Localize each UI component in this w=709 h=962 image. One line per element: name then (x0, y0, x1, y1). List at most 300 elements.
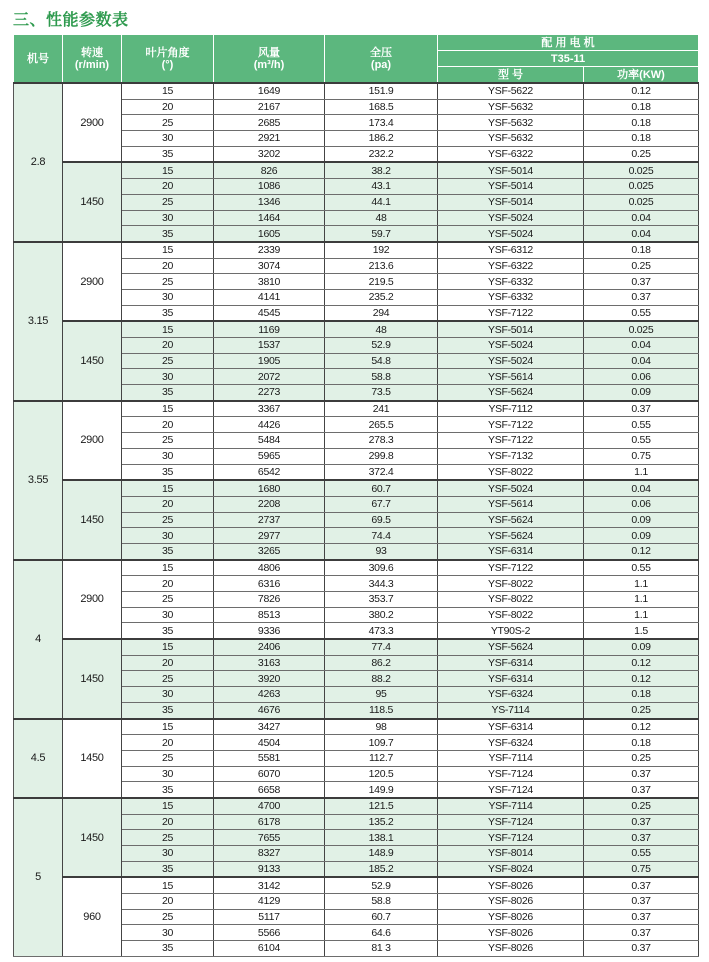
flow-cell: 2339 (214, 242, 325, 258)
pressure-cell: 88.2 (325, 671, 438, 687)
motor-model-cell: YSF-5024 (438, 480, 584, 496)
motor-power-cell: 0.12 (584, 671, 699, 687)
pressure-cell: 74.4 (325, 528, 438, 544)
angle-cell: 25 (122, 592, 214, 608)
pressure-cell: 38.2 (325, 162, 438, 178)
angle-cell: 20 (122, 179, 214, 195)
angle-cell: 30 (122, 687, 214, 703)
angle-cell: 30 (122, 289, 214, 305)
flow-cell: 6542 (214, 464, 325, 480)
motor-power-cell: 1.1 (584, 607, 699, 623)
header-flow-unit: (m³/h) (253, 58, 285, 71)
pressure-cell: 294 (325, 305, 438, 321)
angle-cell: 30 (122, 210, 214, 226)
pressure-cell: 67.7 (325, 496, 438, 512)
speed-cell: 2900 (63, 401, 122, 480)
motor-model-cell: YSF-7114 (438, 798, 584, 814)
angle-cell: 15 (122, 639, 214, 655)
motor-power-cell: 0.25 (584, 702, 699, 718)
motor-model-cell: YSF-6322 (438, 146, 584, 162)
flow-cell: 3367 (214, 401, 325, 417)
motor-power-cell: 0.37 (584, 941, 699, 957)
motor-model-cell: YSF-6314 (438, 671, 584, 687)
flow-cell: 2072 (214, 369, 325, 385)
pressure-cell: 185.2 (325, 861, 438, 877)
motor-power-cell: 0.12 (584, 719, 699, 735)
motor-model-cell: YSF-6324 (438, 735, 584, 751)
pressure-cell: 120.5 (325, 766, 438, 782)
flow-cell: 1086 (214, 179, 325, 195)
header-speed-unit: (r/min) (74, 58, 110, 71)
motor-power-cell: 0.09 (584, 512, 699, 528)
header-speed (63, 35, 122, 84)
motor-power-cell: 0.55 (584, 560, 699, 576)
motor-power-cell: 0.04 (584, 353, 699, 369)
flow-cell: 3427 (214, 719, 325, 735)
pressure-cell: 372.4 (325, 464, 438, 480)
angle-cell: 30 (122, 766, 214, 782)
angle-cell: 35 (122, 861, 214, 877)
flow-cell: 1346 (214, 194, 325, 210)
angle-cell: 25 (122, 671, 214, 687)
angle-cell: 35 (122, 305, 214, 321)
angle-cell: 20 (122, 417, 214, 433)
header-motor-power: 功率(KW) (584, 67, 699, 84)
speed-cell: 1450 (63, 321, 122, 400)
header-flow (214, 35, 325, 84)
pressure-cell: 95 (325, 687, 438, 703)
flow-cell: 3265 (214, 543, 325, 559)
motor-model-cell: YSF-8022 (438, 592, 584, 608)
flow-cell: 5965 (214, 448, 325, 464)
fan-size-cell: 5 (14, 798, 63, 956)
angle-cell: 25 (122, 353, 214, 369)
table-row (14, 877, 699, 893)
angle-cell: 25 (122, 512, 214, 528)
motor-power-cell: 0.025 (584, 194, 699, 210)
flow-cell: 1649 (214, 83, 325, 99)
pressure-cell: 98 (325, 719, 438, 735)
angle-cell: 20 (122, 258, 214, 274)
angle-cell: 35 (122, 941, 214, 957)
motor-model-cell: YS-7114 (438, 702, 584, 718)
angle-cell: 15 (122, 321, 214, 337)
header-size (14, 35, 63, 84)
angle-cell: 20 (122, 338, 214, 354)
motor-model-cell: YSF-8026 (438, 894, 584, 910)
motor-model-cell: YSF-5024 (438, 210, 584, 226)
angle-cell: 25 (122, 274, 214, 290)
header-angle-label: 叶片角度 (145, 46, 190, 59)
pressure-cell: 52.9 (325, 338, 438, 354)
motor-power-cell: 0.09 (584, 385, 699, 401)
pressure-cell: 60.7 (325, 909, 438, 925)
angle-cell: 15 (122, 798, 214, 814)
motor-power-cell: 1.1 (584, 592, 699, 608)
angle-cell: 20 (122, 814, 214, 830)
pressure-cell: 60.7 (325, 480, 438, 496)
fan-size-cell: 3.15 (14, 242, 63, 401)
pressure-cell: 81 3 (325, 941, 438, 957)
pressure-cell: 151.9 (325, 83, 438, 99)
motor-power-cell: 0.18 (584, 242, 699, 258)
speed-cell: 1450 (63, 798, 122, 877)
angle-cell: 30 (122, 846, 214, 862)
motor-power-cell: 0.06 (584, 496, 699, 512)
angle-cell: 35 (122, 782, 214, 798)
motor-model-cell: YSF-6314 (438, 543, 584, 559)
pressure-cell: 109.7 (325, 735, 438, 751)
pressure-cell: 73.5 (325, 385, 438, 401)
motor-power-cell: 0.55 (584, 417, 699, 433)
motor-power-cell: 0.18 (584, 99, 699, 115)
motor-power-cell: 0.18 (584, 115, 699, 131)
pressure-cell: 148.9 (325, 846, 438, 862)
angle-cell: 35 (122, 226, 214, 242)
speed-cell: 1450 (63, 480, 122, 559)
motor-model-cell: YSF-5014 (438, 162, 584, 178)
motor-model-cell: YSF-7122 (438, 433, 584, 449)
angle-cell: 15 (122, 560, 214, 576)
angle-cell: 30 (122, 607, 214, 623)
pressure-cell: 118.5 (325, 702, 438, 718)
fan-size-cell: 3.55 (14, 401, 63, 560)
motor-model-cell: YSF-5614 (438, 496, 584, 512)
motor-model-cell: YSF-7124 (438, 782, 584, 798)
motor-model-cell: YSF-8026 (438, 877, 584, 893)
pressure-cell: 58.8 (325, 894, 438, 910)
motor-model-cell: YSF-5632 (438, 131, 584, 147)
flow-cell: 2921 (214, 131, 325, 147)
pressure-cell: 121.5 (325, 798, 438, 814)
angle-cell: 30 (122, 448, 214, 464)
flow-cell: 3202 (214, 146, 325, 162)
motor-model-cell: YSF-5024 (438, 338, 584, 354)
motor-power-cell: 0.37 (584, 925, 699, 941)
flow-cell: 7655 (214, 830, 325, 846)
angle-cell: 15 (122, 83, 214, 99)
motor-power-cell: 0.04 (584, 226, 699, 242)
speed-cell: 1450 (63, 162, 122, 241)
motor-power-cell: 0.25 (584, 258, 699, 274)
motor-power-cell: 0.25 (584, 798, 699, 814)
motor-model-cell: YSF-7124 (438, 830, 584, 846)
angle-cell: 20 (122, 496, 214, 512)
pressure-cell: 219.5 (325, 274, 438, 290)
table-row (14, 401, 699, 417)
table-row (14, 798, 699, 814)
motor-model-cell: YT90S-2 (438, 623, 584, 639)
pressure-cell: 64.6 (325, 925, 438, 941)
pressure-cell: 473.3 (325, 623, 438, 639)
flow-cell: 826 (214, 162, 325, 178)
flow-cell: 4141 (214, 289, 325, 305)
angle-cell: 35 (122, 385, 214, 401)
motor-model-cell: YSF-7112 (438, 401, 584, 417)
motor-model-cell: YSF-7124 (438, 766, 584, 782)
motor-model-cell: YSF-5024 (438, 353, 584, 369)
header-motor-model: 型 号 (438, 67, 584, 84)
pressure-cell: 235.2 (325, 289, 438, 305)
motor-model-cell: YSF-7122 (438, 305, 584, 321)
flow-cell: 1680 (214, 480, 325, 496)
angle-cell: 25 (122, 115, 214, 131)
flow-cell: 5581 (214, 750, 325, 766)
motor-power-cell: 0.55 (584, 433, 699, 449)
flow-cell: 3163 (214, 655, 325, 671)
pressure-cell: 58.8 (325, 369, 438, 385)
pressure-cell: 112.7 (325, 750, 438, 766)
table-row (14, 639, 699, 655)
motor-power-cell: 0.37 (584, 894, 699, 910)
table-row (14, 242, 699, 258)
flow-cell: 2685 (214, 115, 325, 131)
motor-model-cell: YSF-7122 (438, 560, 584, 576)
pressure-cell: 278.3 (325, 433, 438, 449)
performance-table (13, 34, 699, 957)
motor-model-cell: YSF-5624 (438, 385, 584, 401)
motor-model-cell: YSF-8026 (438, 909, 584, 925)
angle-cell: 20 (122, 655, 214, 671)
flow-cell: 4700 (214, 798, 325, 814)
flow-cell: 2406 (214, 639, 325, 655)
pressure-cell: 44.1 (325, 194, 438, 210)
flow-cell: 6658 (214, 782, 325, 798)
pressure-cell: 380.2 (325, 607, 438, 623)
angle-cell: 35 (122, 543, 214, 559)
motor-power-cell: 0.04 (584, 480, 699, 496)
flow-cell: 3074 (214, 258, 325, 274)
motor-power-cell: 1.1 (584, 576, 699, 592)
motor-model-cell: YSF-5024 (438, 226, 584, 242)
flow-cell: 2273 (214, 385, 325, 401)
motor-model-cell: YSF-7122 (438, 417, 584, 433)
flow-cell: 4426 (214, 417, 325, 433)
flow-cell: 6070 (214, 766, 325, 782)
angle-cell: 30 (122, 925, 214, 941)
motor-power-cell: 0.37 (584, 289, 699, 305)
angle-cell: 30 (122, 131, 214, 147)
motor-power-cell: 0.04 (584, 338, 699, 354)
pressure-cell: 149.9 (325, 782, 438, 798)
motor-power-cell: 0.12 (584, 543, 699, 559)
motor-model-cell: YSF-6312 (438, 242, 584, 258)
motor-power-cell: 0.37 (584, 909, 699, 925)
motor-power-cell: 0.09 (584, 639, 699, 655)
fan-size-cell: 4 (14, 560, 63, 719)
motor-power-cell: 0.37 (584, 814, 699, 830)
speed-cell: 2900 (63, 560, 122, 639)
motor-model-cell: YSF-8022 (438, 576, 584, 592)
angle-cell: 15 (122, 877, 214, 893)
pressure-cell: 299.8 (325, 448, 438, 464)
pressure-cell: 213.6 (325, 258, 438, 274)
motor-model-cell: YSF-5614 (438, 369, 584, 385)
motor-model-cell: YSF-6322 (438, 258, 584, 274)
motor-power-cell: 1.1 (584, 464, 699, 480)
angle-cell: 35 (122, 146, 214, 162)
flow-cell: 2737 (214, 512, 325, 528)
motor-power-cell: 0.37 (584, 782, 699, 798)
angle-cell: 15 (122, 242, 214, 258)
flow-cell: 2167 (214, 99, 325, 115)
motor-power-cell: 0.12 (584, 83, 699, 99)
flow-cell: 4806 (214, 560, 325, 576)
pressure-cell: 186.2 (325, 131, 438, 147)
flow-cell: 3142 (214, 877, 325, 893)
motor-model-cell: YSF-6314 (438, 655, 584, 671)
motor-power-cell: 0.55 (584, 305, 699, 321)
flow-cell: 1464 (214, 210, 325, 226)
table-header (14, 35, 699, 84)
motor-power-cell: 0.12 (584, 655, 699, 671)
motor-model-cell: YSF-8022 (438, 607, 584, 623)
header-angle-unit: (°) (161, 58, 174, 71)
motor-power-cell: 0.75 (584, 861, 699, 877)
pressure-cell: 93 (325, 543, 438, 559)
motor-model-cell: YSF-6324 (438, 687, 584, 703)
angle-cell: 25 (122, 909, 214, 925)
motor-power-cell: 0.18 (584, 735, 699, 751)
pressure-cell: 241 (325, 401, 438, 417)
flow-cell: 1605 (214, 226, 325, 242)
flow-cell: 6178 (214, 814, 325, 830)
flow-cell: 6316 (214, 576, 325, 592)
motor-model-cell: YSF-8014 (438, 846, 584, 862)
flow-cell: 5566 (214, 925, 325, 941)
motor-power-cell: 0.25 (584, 146, 699, 162)
motor-model-cell: YSF-5014 (438, 179, 584, 195)
flow-cell: 1537 (214, 338, 325, 354)
speed-cell: 1450 (63, 639, 122, 718)
motor-power-cell: 0.18 (584, 131, 699, 147)
motor-power-cell: 0.25 (584, 750, 699, 766)
pressure-cell: 138.1 (325, 830, 438, 846)
flow-cell: 3810 (214, 274, 325, 290)
flow-cell: 7826 (214, 592, 325, 608)
flow-cell: 9133 (214, 861, 325, 877)
angle-cell: 30 (122, 528, 214, 544)
pressure-cell: 43.1 (325, 179, 438, 195)
header-pressure (325, 35, 438, 84)
pressure-cell: 135.2 (325, 814, 438, 830)
motor-model-cell: YSF-5632 (438, 99, 584, 115)
pressure-cell: 353.7 (325, 592, 438, 608)
fan-size-cell: 2.8 (14, 83, 63, 242)
motor-model-cell: YSF-8026 (438, 925, 584, 941)
table-row (14, 162, 699, 178)
motor-power-cell: 1.5 (584, 623, 699, 639)
motor-power-cell: 0.37 (584, 274, 699, 290)
motor-power-cell: 0.37 (584, 401, 699, 417)
motor-power-cell: 0.37 (584, 766, 699, 782)
angle-cell: 25 (122, 830, 214, 846)
flow-cell: 4545 (214, 305, 325, 321)
motor-model-cell: YSF-5624 (438, 528, 584, 544)
flow-cell: 8513 (214, 607, 325, 623)
table-body (14, 83, 699, 956)
motor-model-cell: YSF-5014 (438, 194, 584, 210)
motor-model-cell: YSF-6314 (438, 719, 584, 735)
angle-cell: 35 (122, 464, 214, 480)
pressure-cell: 344.3 (325, 576, 438, 592)
flow-cell: 3920 (214, 671, 325, 687)
speed-cell: 2900 (63, 83, 122, 162)
header-pressure-label: 全压 (370, 46, 392, 59)
motor-power-cell: 0.37 (584, 830, 699, 846)
angle-cell: 25 (122, 750, 214, 766)
motor-model-cell: YSF-7114 (438, 750, 584, 766)
motor-power-cell: 0.06 (584, 369, 699, 385)
pressure-cell: 192 (325, 242, 438, 258)
motor-model-cell: YSF-8022 (438, 464, 584, 480)
angle-cell: 30 (122, 369, 214, 385)
angle-cell: 20 (122, 99, 214, 115)
motor-model-cell: YSF-6332 (438, 274, 584, 290)
pressure-cell: 168.5 (325, 99, 438, 115)
pressure-cell: 265.5 (325, 417, 438, 433)
pressure-cell: 48 (325, 210, 438, 226)
pressure-cell: 77.4 (325, 639, 438, 655)
motor-power-cell: 0.025 (584, 162, 699, 178)
flow-cell: 4676 (214, 702, 325, 718)
header-speed-label: 转速 (81, 46, 103, 59)
angle-cell: 20 (122, 576, 214, 592)
motor-model-cell: YSF-7132 (438, 448, 584, 464)
header-angle (122, 35, 214, 84)
motor-model-cell: YSF-5624 (438, 512, 584, 528)
fan-size-cell: 4.5 (14, 719, 63, 798)
flow-cell: 4504 (214, 735, 325, 751)
pressure-cell: 309.6 (325, 560, 438, 576)
angle-cell: 20 (122, 894, 214, 910)
table-row (14, 480, 699, 496)
motor-model-cell: YSF-5624 (438, 639, 584, 655)
header-motor-group: 配 用 电 机 (438, 35, 699, 51)
flow-cell: 4263 (214, 687, 325, 703)
angle-cell: 25 (122, 194, 214, 210)
motor-power-cell: 0.025 (584, 179, 699, 195)
speed-cell: 960 (63, 877, 122, 956)
flow-cell: 8327 (214, 846, 325, 862)
pressure-cell: 232.2 (325, 146, 438, 162)
speed-cell: 1450 (63, 719, 122, 798)
motor-power-cell: 0.37 (584, 877, 699, 893)
header-pressure-unit: (pa) (370, 58, 392, 71)
angle-cell: 20 (122, 735, 214, 751)
pressure-cell: 52.9 (325, 877, 438, 893)
motor-power-cell: 0.09 (584, 528, 699, 544)
flow-cell: 1905 (214, 353, 325, 369)
motor-power-cell: 0.55 (584, 846, 699, 862)
motor-power-cell: 0.18 (584, 687, 699, 703)
pressure-cell: 86.2 (325, 655, 438, 671)
table-row (14, 560, 699, 576)
flow-cell: 6104 (214, 941, 325, 957)
section-title: 三、性能参数表 (13, 12, 129, 29)
header-motor-series: T35-11 (438, 51, 699, 67)
flow-cell: 2977 (214, 528, 325, 544)
angle-cell: 35 (122, 623, 214, 639)
motor-model-cell: YSF-8026 (438, 941, 584, 957)
motor-model-cell: YSF-5014 (438, 321, 584, 337)
angle-cell: 25 (122, 433, 214, 449)
pressure-cell: 54.8 (325, 353, 438, 369)
table-row (14, 83, 699, 99)
angle-cell: 15 (122, 401, 214, 417)
flow-cell: 4129 (214, 894, 325, 910)
pressure-cell: 59.7 (325, 226, 438, 242)
